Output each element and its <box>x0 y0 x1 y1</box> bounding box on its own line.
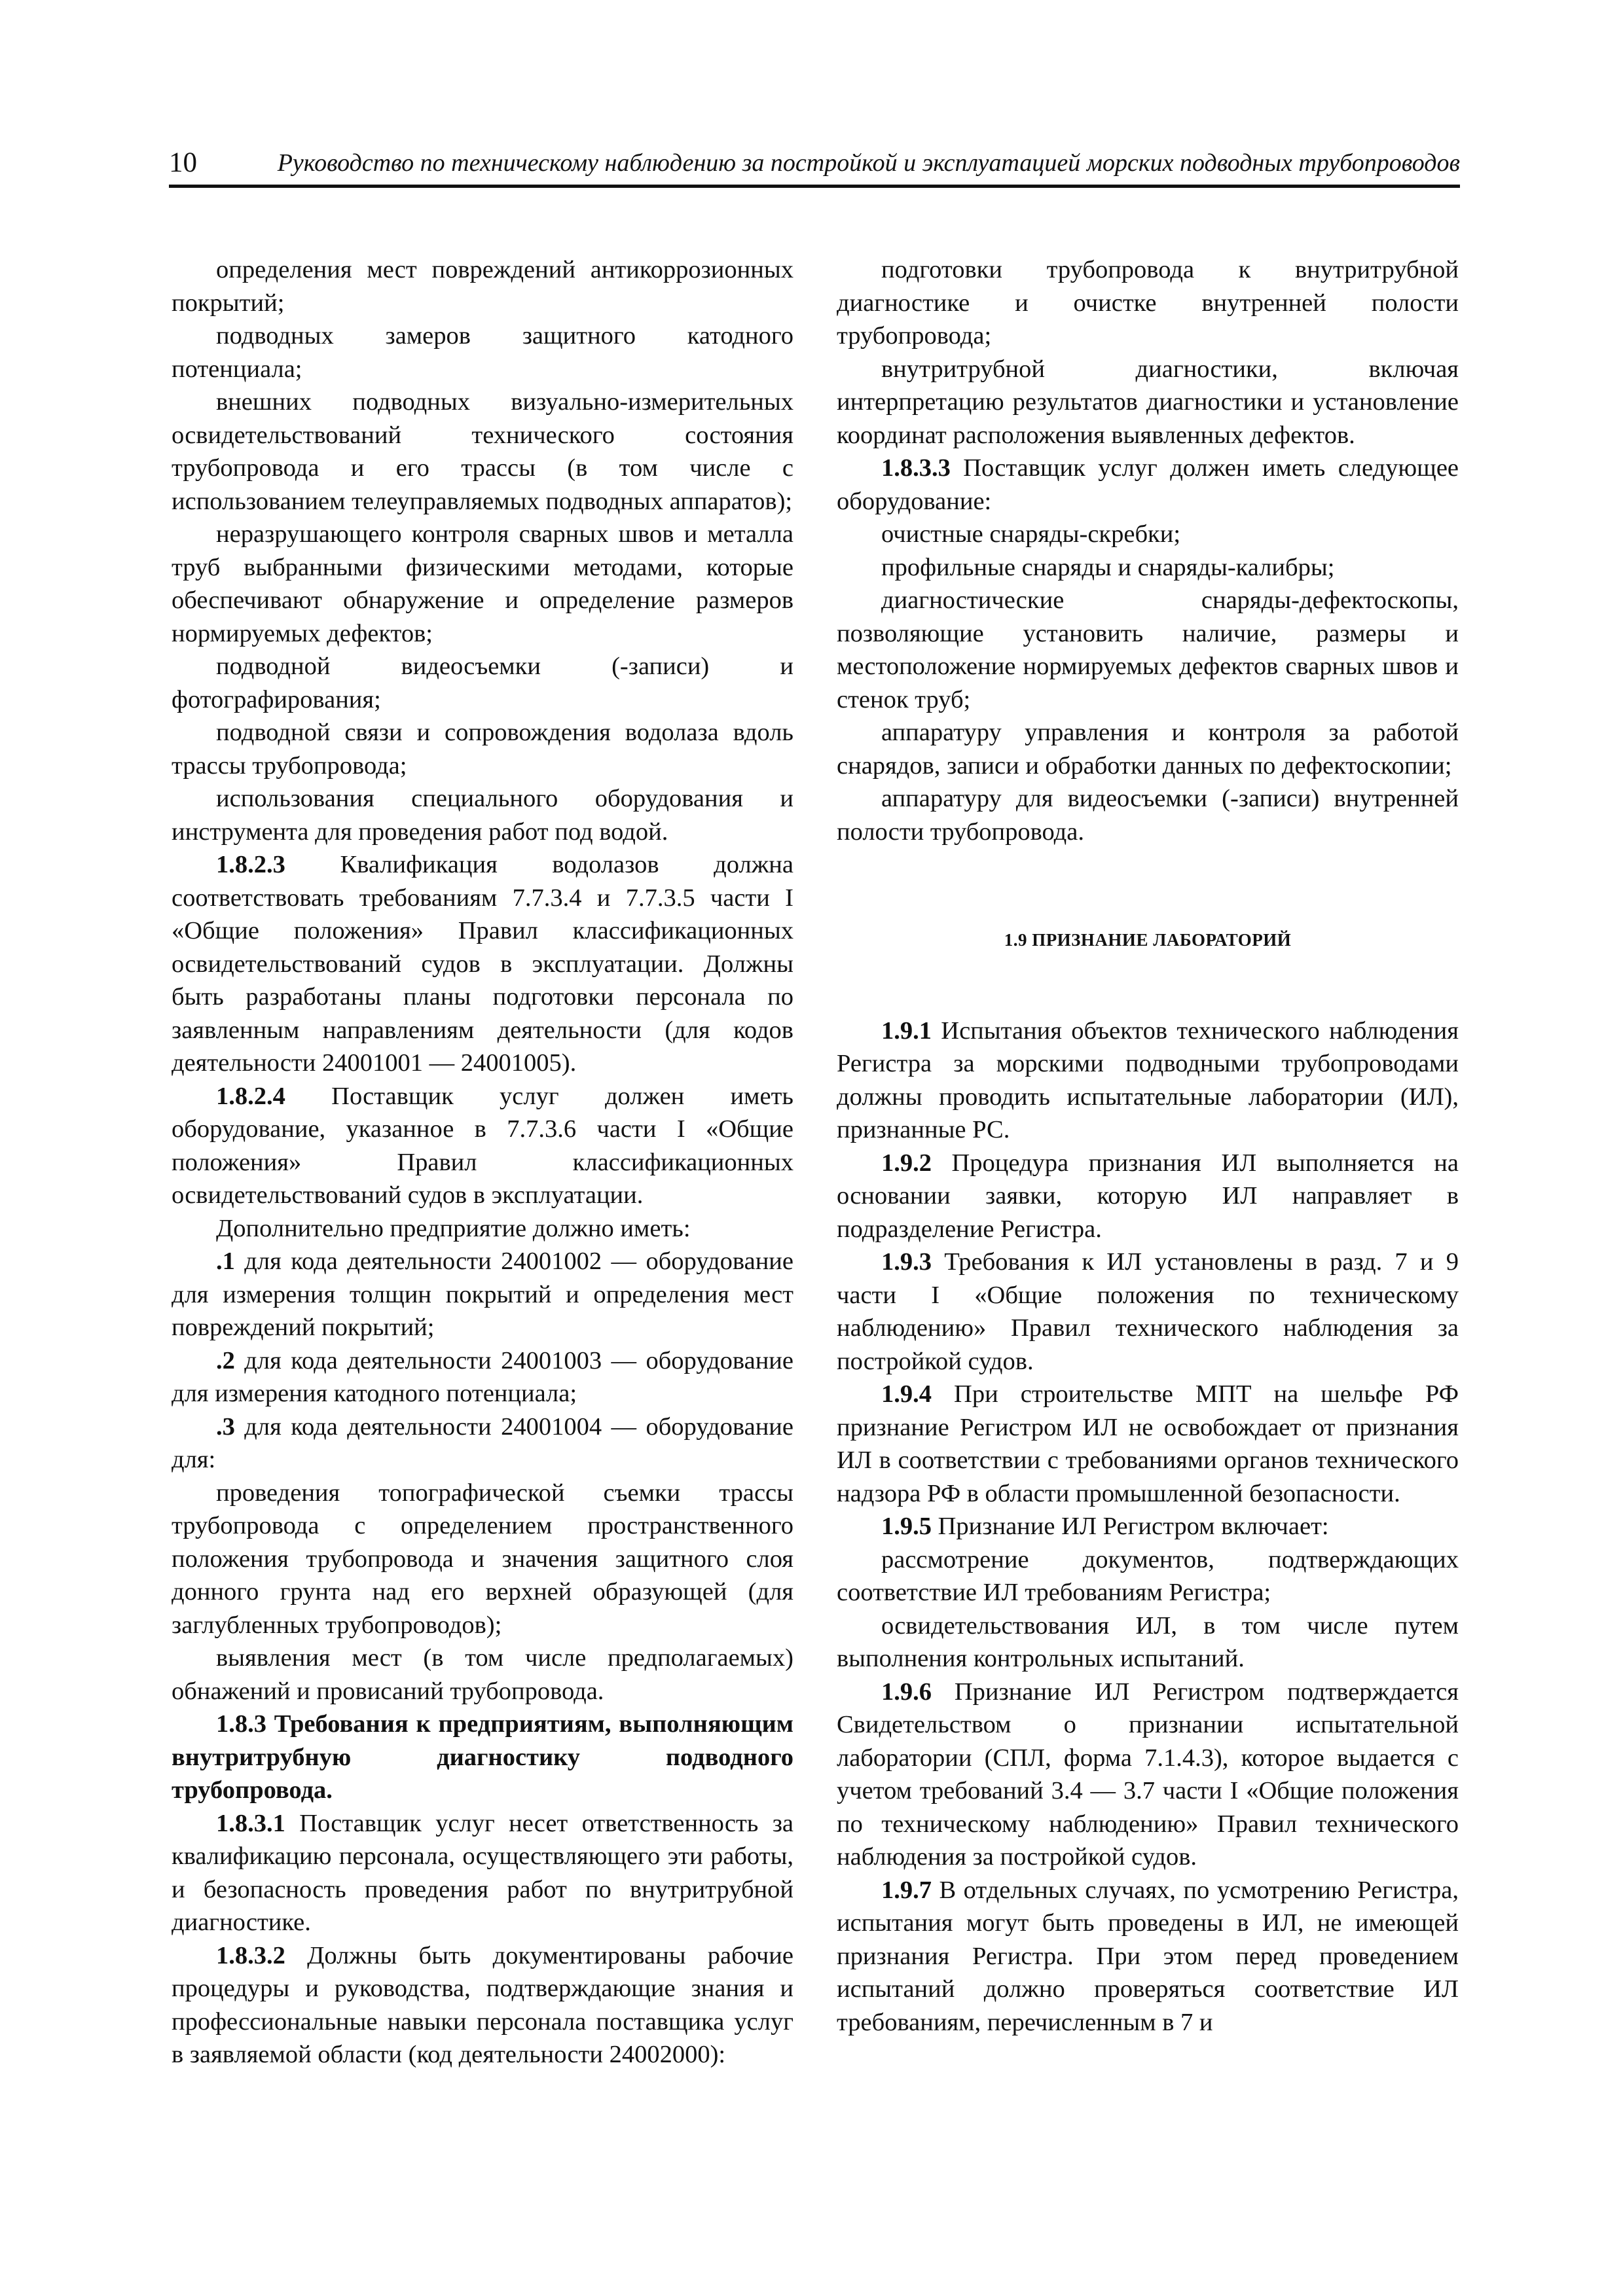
paragraph-text: профильные снаряды и снаряды-калибры; <box>881 553 1335 581</box>
paragraph <box>837 1543 1459 1609</box>
paragraph <box>837 1014 1459 1147</box>
paragraph-text: рассмотрение документов, подтверждающих соответствие ИЛ требованиям Регистра; <box>837 1545 1459 1606</box>
paragraph-text: аппаратуру для видеосъемки (-записи) внутренней полости трубопровода. <box>837 785 1459 846</box>
clause-number: 1.9.2 <box>881 1149 932 1177</box>
paragraph-text: подводной видеосъемки (-записи) и фотографирования; <box>172 653 793 713</box>
paragraph-text: использования специального оборудования и инструмента для проведения работ под водой. <box>172 785 793 846</box>
paragraph <box>837 584 1459 716</box>
paragraph-text: неразрушающего контроля сварных швов и металла труб выбранными физическими методами, которые обеспечивают обнаружение и определение размеров нормируемых дефектов; <box>172 520 793 647</box>
paragraph-text: подводных замеров защитного катодного потенциала; <box>172 322 793 383</box>
paragraph <box>837 1246 1459 1378</box>
paragraph <box>172 716 793 782</box>
paragraph <box>172 1410 793 1477</box>
paragraph <box>837 1510 1459 1543</box>
paragraph <box>172 848 793 1080</box>
clause-number: .1 <box>216 1247 235 1275</box>
left-column <box>172 253 793 2072</box>
paragraph-text: внешних подводных визуально-измерительных освидетельствований технического состояния трубопровода и его трассы (в том числе с использованием телеуправляемых подводных аппаратов); <box>172 388 793 515</box>
paragraph <box>172 1807 793 1939</box>
paragraph-text: Квалификация водолазов должна соответствовать требованиям 7.7.3.4 и 7.7.3.5 части I «Общие положения» Правил классификационных освидетельствований судов в эксплуатации. Должны быть разработаны планы подготовки персонала по заявленным направлениям деятельности (для кодов деятельности 24001001 — 24001005). <box>172 851 793 1077</box>
clause-number: 1.9.4 <box>881 1380 932 1408</box>
paragraph-text: Поставщик услуг должен иметь следующее оборудование: <box>837 454 1459 515</box>
clause-number: 1.8.2.3 <box>216 851 285 878</box>
paragraph-text: Поставщик услуг несет ответственность за квалификацию персонала, осуществляющего эти работы, и безопасность проведения работ по внутритрубной диагностике. <box>172 1809 793 1936</box>
paragraph-text: внутритрубной диагностики, включая интерпретацию результатов диагностики и установление координат расположения выявленных дефектов. <box>837 355 1459 449</box>
clause-number: 1.9.1 <box>881 1016 932 1045</box>
paragraph-text: При строительстве МПТ на шельфе РФ признание Регистром ИЛ не освобождает от признания ИЛ в соответствии с требованиями органов технического надзора РФ в области промышленной безопасности. <box>837 1380 1459 1507</box>
paragraph <box>837 253 1459 353</box>
paragraph <box>172 518 793 650</box>
paragraph <box>172 1344 793 1410</box>
paragraph-text: диагностические снаряды-дефектоскопы, позволяющие установить наличие, размеры и местоположение нормируемых дефектов сварных швов и стенок труб; <box>837 586 1459 713</box>
paragraph <box>837 1874 1459 2039</box>
paragraph-text: для кода деятельности 24001003 — оборудование для измерения катодного потенциала; <box>172 1346 793 1407</box>
paragraph <box>172 1939 793 2072</box>
clause-number: 1.8.2.4 <box>216 1082 285 1110</box>
paragraph-text: Признание ИЛ Регистром включает: <box>932 1513 1329 1540</box>
paragraph-text: подготовки трубопровода к внутритрубной диагностике и очистке внутренней полости трубопровода; <box>837 256 1459 350</box>
clause-number: 1.9.5 <box>881 1513 932 1540</box>
paragraph-text: выявления мест (в том числе предполагаемых) обнажений и провисаний трубопровода. <box>172 1644 793 1705</box>
running-header <box>169 139 1460 188</box>
paragraph <box>172 650 793 716</box>
clause-number: 1.8.3.2 <box>216 1941 285 1969</box>
paragraph-text: для кода деятельности 24001002 — оборудование для измерения толщин покрытий и определения мест повреждений покрытий; <box>172 1247 793 1341</box>
paragraph <box>172 1477 793 1642</box>
running-title: Руководство по техническому наблюдению за постройкой и эксплуатацией морских подводных трубопроводов <box>277 149 1460 177</box>
paragraph-text: Требования к ИЛ установлены в разд. 7 и 9 части I «Общие положения по техническому наблюдению» Правил технического наблюдения за постройкой судов. <box>837 1248 1459 1375</box>
paragraph <box>837 551 1459 584</box>
paragraph <box>837 1609 1459 1676</box>
paragraph-text: для кода деятельности 24001004 — оборудование для: <box>172 1412 793 1473</box>
paragraph <box>837 353 1459 452</box>
paragraph <box>172 1245 793 1344</box>
paragraph <box>837 518 1459 551</box>
section-heading: 1.9 ПРИЗНАНИЕ ЛАБОРАТОРИЙ <box>1004 930 1292 950</box>
clause-number: 1.9.7 <box>881 1876 932 1904</box>
paragraph <box>172 386 793 518</box>
paragraph-text: Процедура признания ИЛ выполняется на основании заявки, которую ИЛ направляет в подразделение Регистра. <box>837 1149 1459 1243</box>
paragraph <box>172 1708 793 1807</box>
paragraph-text: Дополнительно предприятие должно иметь: <box>216 1214 691 1242</box>
clause-number: .3 <box>216 1412 235 1441</box>
paragraph <box>172 782 793 848</box>
paragraph-text: аппаратуру управления и контроля за работой снарядов, записи и обработки данных по дефектоскопии; <box>837 719 1459 780</box>
clause-number: .2 <box>216 1346 235 1374</box>
paragraph <box>837 716 1459 782</box>
paragraph <box>837 782 1459 848</box>
paragraph-text: В отдельных случаях, по усмотрению Регистра, испытания могут быть проведены в ИЛ, не имеющей признания Регистра. При этом перед проведением испытаний должно проверяться соответствие ИЛ требованиям, перечисленным в 7 и <box>837 1876 1459 2036</box>
paragraph-text: Испытания объектов технического наблюдения Регистра за морскими подводными трубопроводами должны проводить испытательные лаборатории (ИЛ), признанные РС. <box>837 1016 1459 1143</box>
clause-number: 1.8.3.3 <box>881 454 951 482</box>
page-number: 10 <box>169 147 197 178</box>
paragraph <box>172 253 793 319</box>
paragraph <box>172 319 793 386</box>
paragraph-text: подводной связи и сопровождения водолаза вдоль трассы трубопровода; <box>172 719 793 780</box>
clause-number: 1.9.3 <box>881 1248 932 1276</box>
right-column <box>837 253 1459 2039</box>
clause-number: 1.8.3.1 <box>216 1809 285 1837</box>
paragraph-text: очистные снаряды-скребки; <box>881 520 1181 548</box>
clause-number: 1.9.6 <box>881 1677 932 1706</box>
paragraph <box>172 1212 793 1246</box>
paragraph-text: 1.8.3 Требования к предприятиям, выполняющим внутритрубную диагностику подводного трубопровода. <box>172 1710 793 1804</box>
paragraph-text: Должны быть документированы рабочие процедуры и руководства, подтверждающие знания и профессиональные навыки персонала поставщика услуг в заявляемой области (код деятельности 24002000): <box>172 1941 793 2068</box>
paragraph <box>837 1676 1459 1874</box>
paragraph-text: проведения топографической съемки трассы трубопровода с определением пространственного положения трубопровода и значения защитного слоя донного грунта над его верхней образующей (для заглубленных трубопроводов); <box>172 1479 793 1639</box>
paragraph-text: Поставщик услуг должен иметь оборудование, указанное в 7.7.3.6 части I «Общие положения» Правил классификационных освидетельствований судов в эксплуатации. <box>172 1082 793 1209</box>
paragraph <box>837 1378 1459 1510</box>
paragraph-text: Признание ИЛ Регистром подтверждается Свидетельством о признании испытательной лаборатории (СПЛ, форма 7.1.4.3), которое выдается с учетом требований 3.4 — 3.7 части I «Общие положения по техническому наблюдению» Правил технического наблюдения за постройкой судов. <box>837 1677 1459 1871</box>
paragraph <box>837 452 1459 518</box>
paragraph <box>172 1641 793 1708</box>
paragraph <box>837 1147 1459 1246</box>
paragraph <box>172 1080 793 1212</box>
paragraph-text: освидетельствования ИЛ, в том числе путем выполнения контрольных испытаний. <box>837 1611 1459 1672</box>
paragraph-text: определения мест повреждений антикоррозионных покрытий; <box>172 256 793 317</box>
